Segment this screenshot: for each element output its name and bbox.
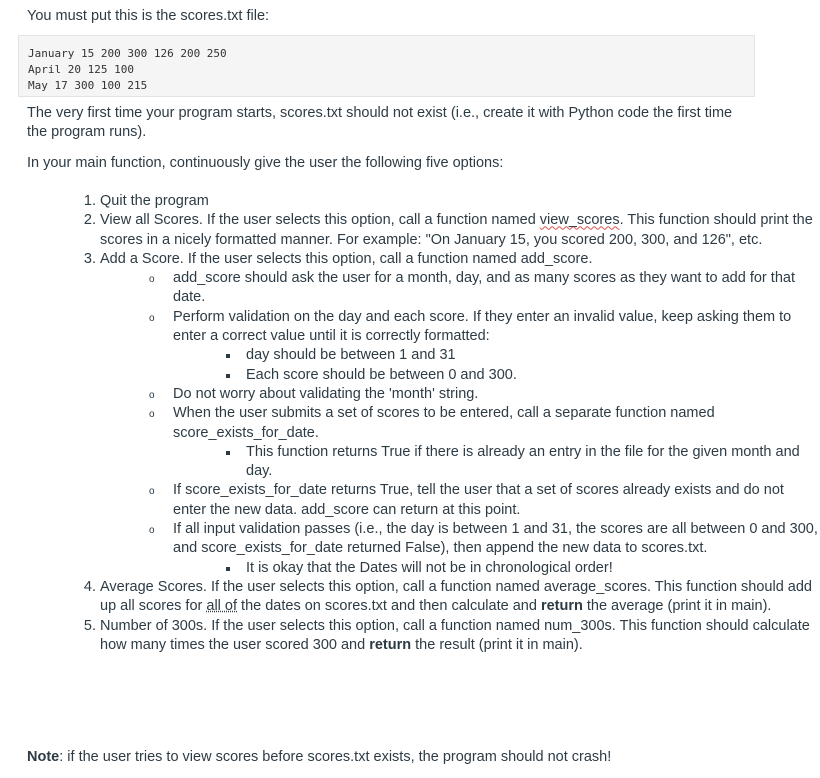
note-label: Note: [27, 749, 60, 765]
paragraph-first-run: The very first time your program starts, scores.txt should not exist (i.e., create it with Python code the first time the program runs).: [27, 105, 733, 140]
code-line: January 15 200 300 126 200 250: [28, 47, 227, 60]
emphasis-all-of: all of: [206, 598, 238, 615]
add-score-sublist: [100, 269, 820, 578]
list-item: o If all input validation passes (i.e., the day is between 1 and 31, the scores are all between 0 and 300, and score_exists_for_date returned False), then append the new data to scores.txt. It is okay that the Dates will not be in chronological order!: [173, 520, 820, 578]
code-block: [18, 35, 755, 97]
option-quit: 1. Quit the program: [100, 192, 820, 211]
function-name-view-scores: view_scores: [539, 212, 620, 229]
list-item: day should be between 1 and 31: [246, 346, 820, 365]
exists-sublist: [173, 443, 820, 482]
bold-return: return: [540, 598, 583, 615]
option-add-score: 3. Add a Score. If the user selects this option, call a function named add_score. o add_score should ask the user for a month, day, and as many scores as they want to add for that date. o Perform validation on the day and each score. If they enter an invalid value, keep asking them to enter a correct value until it is correctly formatted: day should be between 1 and 31 Each score should be between 0 and 300. o Do not worry about validating the 'month' string. o When the user submits a set of scores to be entered, call a separate function named score_exists_for_date. This function returns True if there is already an entry in the file for the given month and day. o If score_exists_for_date returns True, tell the user that a set of scores already exists and do not enter the new data. add_score can return at this point. o If all input validation passes (i.e., the day is between 1 and 31, the scores are all between 0 and 300, and score_exists_for_date returned False), then append the new data to scores.txt. It is okay that the Dates will not be in chronological order!: [100, 250, 820, 578]
list-item: Each score should be between 0 and 300.: [246, 366, 820, 385]
code-line: May 17 300 100 215: [28, 79, 148, 92]
option-average-scores: 4. Average Scores. If the user selects this option, call a function named average_scores. This function should add up all scores for all of the dates on scores.txt and then calculate and return the average (print it in main).: [100, 578, 820, 617]
option-num-300s: 5. Number of 300s. If the user selects this option, call a function named num_300s. This function should calculate how many times the user scored 300 and return the result (print it in main).: [100, 617, 820, 656]
list-item: o Perform validation on the day and each score. If they enter an invalid value, keep asking them to enter a correct value until it is correctly formatted: day should be between 1 and 31 Each score should be between 0 and 300.: [173, 308, 820, 385]
option-view-scores: 2. View all Scores. If the user selects this option, call a function named view_scores. This function should print the scores in a nicely formatted manner. For example: "On January 15, you scored 200, 300, and 126", etc.: [100, 211, 820, 250]
list-item: o If score_exists_for_date returns True, tell the user that a set of scores already exists and do not enter the new data. add_score can return at this point.: [173, 481, 820, 520]
code-line: April 20 125 100: [28, 63, 134, 76]
list-item: This function returns True if there is already an entry in the file for the given month and day.: [246, 443, 820, 482]
append-sublist: [173, 559, 820, 578]
paragraph-options-intro: In your main function, continuously give the user the following five options:: [27, 155, 504, 171]
list-item: o add_score should ask the user for a month, day, and as many scores as they want to add for that date.: [173, 269, 820, 308]
intro-text: You must put this is the scores.txt file:: [27, 8, 270, 24]
list-item: It is okay that the Dates will not be in chronological order!: [246, 559, 820, 578]
validation-sublist: [173, 346, 820, 385]
note-paragraph: Note: if the user tries to view scores before scores.txt exists, the program should not crash!: [27, 749, 612, 765]
list-item: o Do not worry about validating the 'month' string.: [173, 385, 820, 404]
bold-return: return: [369, 636, 412, 653]
list-item: o When the user submits a set of scores to be entered, call a separate function named score_exists_for_date. This function returns True if there is already an entry in the file for the given month and day.: [173, 404, 820, 481]
options-list: [27, 192, 820, 655]
